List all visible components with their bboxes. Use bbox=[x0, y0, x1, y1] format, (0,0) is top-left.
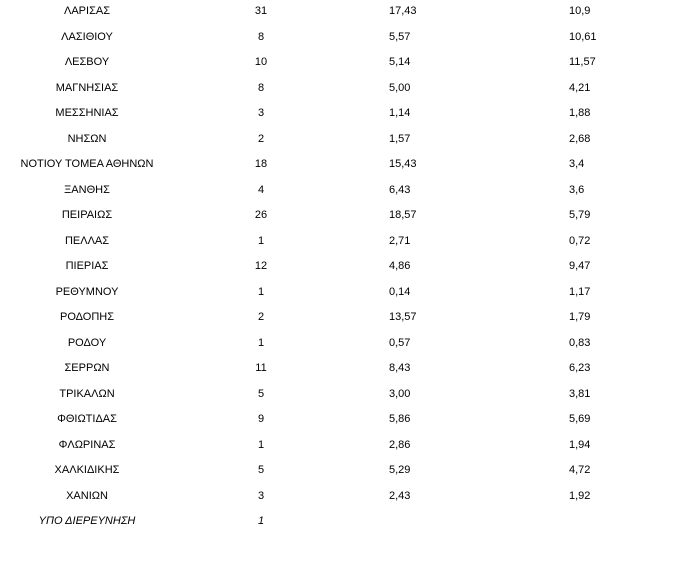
cases-count-cell: 5 bbox=[257, 464, 265, 476]
cases-count-cell: 10 bbox=[254, 56, 268, 68]
cases-count-cell: 1 bbox=[257, 438, 265, 451]
ratio-cell: 1,17 bbox=[569, 285, 591, 298]
cases-count-cell: 2 bbox=[257, 132, 265, 145]
region-name-cell: ΣΕΡΡΩΝ bbox=[64, 362, 110, 374]
table-row bbox=[0, 51, 683, 77]
region-name-cell: ΜΑΓΝΗΣΙΑΣ bbox=[55, 81, 119, 94]
cases-count-cell: 5 bbox=[257, 387, 265, 400]
cases-count-cell: 3 bbox=[257, 107, 265, 119]
table-row bbox=[0, 204, 683, 230]
region-name-cell: ΦΛΩΡΙΝΑΣ bbox=[58, 438, 116, 451]
per-population-cell: 3,00 bbox=[389, 387, 411, 400]
cases-count-cell: 18 bbox=[254, 158, 268, 170]
ratio-cell: 1,79 bbox=[569, 311, 591, 323]
cases-count-cell: 1 bbox=[257, 515, 265, 527]
table-row bbox=[0, 179, 683, 205]
table-row bbox=[0, 332, 683, 358]
region-name-cell: ΡΟΔΟΠΗΣ bbox=[59, 311, 115, 323]
per-population-cell: 0,57 bbox=[389, 336, 411, 349]
per-population-cell: 5,29 bbox=[389, 464, 411, 476]
cases-count-cell: 8 bbox=[257, 81, 265, 94]
per-population-cell: 18,57 bbox=[389, 209, 417, 221]
cases-count-cell: 1 bbox=[257, 285, 265, 298]
region-name-cell: ΛΕΣΒΟΥ bbox=[64, 56, 110, 68]
table-row bbox=[0, 459, 683, 485]
table-row bbox=[0, 357, 683, 383]
region-name-cell: ΞΑΝΘΗΣ bbox=[64, 183, 110, 196]
ratio-cell: 4,21 bbox=[569, 81, 591, 94]
region-name-cell: ΝΟΤΙΟΥ ΤΟΜΕΑ ΑΘΗΝΩΝ bbox=[20, 158, 154, 170]
region-name-cell: ΠΙΕΡΙΑΣ bbox=[65, 260, 109, 272]
ratio-cell: 10,61 bbox=[569, 30, 597, 43]
table-row bbox=[0, 77, 683, 103]
per-population-cell: 1,14 bbox=[389, 107, 411, 119]
ratio-cell: 2,68 bbox=[569, 132, 591, 145]
ratio-cell: 3,6 bbox=[569, 183, 585, 196]
per-population-cell: 2,86 bbox=[389, 438, 411, 451]
region-name-cell: ΜΕΣΣΗΝΙΑΣ bbox=[55, 107, 119, 119]
ratio-cell: 4,72 bbox=[569, 464, 591, 476]
table-row bbox=[0, 153, 683, 179]
per-population-cell: 8,43 bbox=[389, 362, 411, 374]
ratio-cell: 0,72 bbox=[569, 234, 591, 247]
region-name-cell: ΛΑΡΙΣΑΣ bbox=[63, 5, 111, 17]
cases-count-cell: 2 bbox=[257, 311, 265, 323]
region-name-cell: ΡΟΔΟΥ bbox=[67, 336, 107, 349]
region-name-cell: ΥΠΟ ΔΙΕΡΕΥΝΗΣΗ bbox=[38, 515, 136, 527]
region-name-cell: ΠΕΙΡΑΙΩΣ bbox=[61, 209, 113, 221]
per-population-cell: 5,57 bbox=[389, 30, 411, 43]
table-row bbox=[0, 255, 683, 281]
table-row bbox=[0, 510, 683, 536]
cases-count-cell: 31 bbox=[254, 5, 268, 17]
per-population-cell: 2,43 bbox=[389, 489, 411, 502]
table-row bbox=[0, 128, 683, 154]
ratio-cell: 9,47 bbox=[569, 260, 591, 272]
table-row bbox=[0, 281, 683, 307]
per-population-cell: 13,57 bbox=[389, 311, 417, 323]
cases-count-cell: 11 bbox=[255, 362, 267, 374]
region-name-cell: ΠΕΛΛΑΣ bbox=[64, 234, 110, 247]
per-population-cell: 15,43 bbox=[389, 158, 417, 170]
cases-count-cell: 12 bbox=[254, 260, 268, 272]
region-name-cell: ΧΑΝΙΩΝ bbox=[66, 489, 108, 502]
cases-count-cell: 1 bbox=[257, 234, 265, 247]
cases-count-cell: 3 bbox=[257, 489, 265, 502]
per-population-cell: 6,43 bbox=[389, 183, 411, 196]
per-population-cell: 2,71 bbox=[389, 234, 411, 247]
per-population-cell: 5,00 bbox=[389, 81, 411, 94]
table-row bbox=[0, 408, 683, 434]
region-name-cell: ΧΑΛΚΙΔΙΚΗΣ bbox=[54, 464, 120, 476]
per-population-cell: 5,14 bbox=[389, 56, 411, 68]
ratio-cell: 1,92 bbox=[569, 489, 591, 502]
cases-count-cell: 26 bbox=[254, 209, 268, 221]
per-population-cell: 5,86 bbox=[389, 413, 411, 425]
per-population-cell: 0,14 bbox=[389, 285, 411, 298]
cases-count-cell: 8 bbox=[257, 30, 265, 43]
table-row bbox=[0, 230, 683, 256]
ratio-cell: 3,81 bbox=[569, 387, 591, 400]
ratio-cell: 0,83 bbox=[569, 336, 591, 349]
table-row bbox=[0, 102, 683, 128]
cases-count-cell: 1 bbox=[257, 336, 265, 349]
region-name-cell: ΝΗΣΩΝ bbox=[67, 132, 107, 145]
per-population-cell: 17,43 bbox=[389, 5, 417, 17]
per-population-cell: 4,86 bbox=[389, 260, 411, 272]
cases-count-cell: 9 bbox=[257, 413, 265, 425]
ratio-cell: 10,9 bbox=[569, 5, 591, 17]
table-row bbox=[0, 306, 683, 332]
ratio-cell: 1,94 bbox=[569, 438, 591, 451]
ratio-cell: 5,79 bbox=[569, 209, 591, 221]
table-row bbox=[0, 0, 683, 26]
ratio-cell: 3,4 bbox=[569, 158, 585, 170]
ratio-cell: 6,23 bbox=[569, 362, 591, 374]
table-row bbox=[0, 434, 683, 460]
cases-count-cell: 4 bbox=[257, 183, 265, 196]
table-row bbox=[0, 383, 683, 409]
ratio-cell: 5,69 bbox=[569, 413, 591, 425]
region-name-cell: ΛΑΣΙΘΙΟΥ bbox=[61, 30, 113, 43]
per-population-cell: 1,57 bbox=[389, 132, 411, 145]
region-name-cell: ΤΡΙΚΑΛΩΝ bbox=[59, 387, 115, 400]
table-row bbox=[0, 485, 683, 511]
ratio-cell: 11,57 bbox=[569, 56, 596, 68]
region-name-cell: ΦΘΙΩΤΙΔΑΣ bbox=[57, 413, 117, 425]
region-name-cell: ΡΕΘΥΜΝΟΥ bbox=[55, 285, 119, 298]
table-row bbox=[0, 26, 683, 52]
ratio-cell: 1,88 bbox=[569, 107, 591, 119]
